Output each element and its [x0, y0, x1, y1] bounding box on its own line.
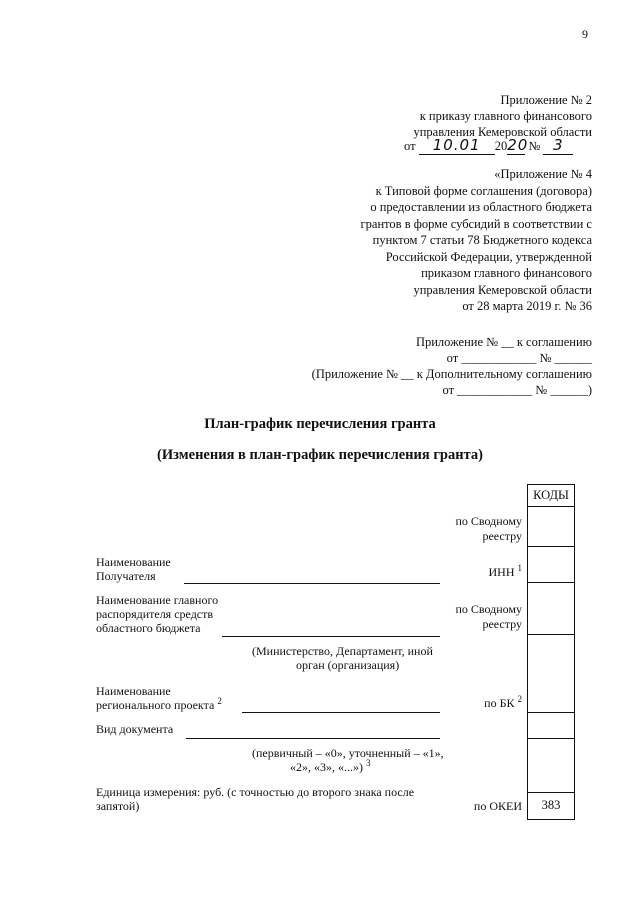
agreement-line4: от ____________ № ______) — [442, 383, 592, 397]
codes-header-cell — [528, 484, 574, 506]
appendix4-line: Российской Федерации, утвержденной — [385, 249, 592, 264]
bk-label — [484, 696, 522, 711]
appendix4-line: к Типовой форме соглашения (договора) — [375, 183, 592, 198]
code-cell-svodny-reestr-1 — [528, 506, 574, 546]
agreement-line3: (Приложение № __ к Дополнительному соглашению — [311, 367, 592, 381]
inn-label-text: ИНН — [488, 565, 515, 579]
codes-column — [527, 484, 575, 820]
project-label-a: Наименование — [96, 684, 171, 698]
appendix4-block — [361, 166, 592, 315]
appendix4-line: о предоставлении из областного бюджета — [370, 200, 592, 214]
appendix2-line1: Приложение № 2 — [500, 93, 592, 107]
appendix4-line: приказом главного финансового — [421, 266, 592, 280]
project-footnote-mark: 2 — [217, 696, 222, 706]
appendix4-line: грантов в форме субсидий в соответствии с — [360, 216, 592, 231]
appendix4-line: «Приложение № 4 — [494, 167, 592, 181]
code-cell-svodny-reestr-2 — [528, 582, 574, 634]
recipient-label-a: Наименование — [96, 555, 171, 569]
doc-type-label: Вид документа — [96, 722, 174, 736]
unit-label-b: запятой) — [96, 799, 140, 813]
recipient-input-line — [184, 583, 440, 584]
appendix4-line: управления Кемеровской области — [413, 282, 592, 297]
doc-hint-a: (первичный – «0», уточненный – «1», — [252, 746, 444, 760]
project-label-b — [96, 698, 222, 713]
code-cell-inn — [528, 546, 574, 582]
codes-header: КОДЫ — [533, 488, 569, 502]
svodny-reestr-label-2b: реестру — [482, 617, 522, 631]
chief-label-b: распорядителя средств — [96, 607, 214, 621]
handwritten-year: 20 — [507, 136, 529, 154]
inn-label — [489, 565, 523, 580]
agreement-line2: от ____________ № ______ — [446, 351, 592, 365]
page-title: План-график перечисления гранта — [204, 416, 436, 432]
doc-hint-b-text: «2», «3», «...») — [290, 760, 363, 774]
page-number: 9 — [582, 27, 588, 41]
doc-type-input-line — [186, 738, 440, 739]
code-cell-doc-type — [528, 712, 574, 738]
page-subtitle: (Изменения в план-график перечисления гранта) — [157, 447, 483, 463]
svodny-reestr-label-1a: по Сводному — [455, 514, 522, 528]
okei-label: по ОКЕИ — [473, 799, 522, 813]
unit-label-a: Единица измерения: руб. (с точностью до второго знака после — [96, 785, 415, 799]
bk-label-text: по БК — [484, 696, 515, 710]
number-prefix: № — [528, 139, 541, 153]
svodny-reestr-label-1b: реестру — [482, 529, 522, 543]
from-prefix: от — [404, 139, 416, 153]
svodny-reestr-label-2a: по Сводному — [455, 602, 522, 616]
project-label-text: регионального проекта — [96, 698, 215, 712]
ministry-hint-a: (Министерство, Департамент, иной — [252, 644, 433, 658]
handwritten-date: 10.01 — [419, 137, 495, 155]
appendix2-line3: управления Кемеровской области — [413, 125, 592, 139]
code-cell-empty — [528, 738, 574, 792]
appendix4-line: пунктом 7 статьи 78 Бюджетного кодекса — [372, 233, 592, 247]
code-cell-bk — [528, 634, 574, 712]
appendix2-line2: к приказу главного финансового — [419, 109, 592, 123]
doc-footnote-mark: 3 — [366, 758, 371, 768]
chief-input-line — [222, 636, 440, 637]
bk-footnote-mark: 2 — [517, 694, 522, 704]
handwritten-number: 3 — [543, 137, 573, 155]
ministry-hint-b: орган (организация) — [296, 658, 400, 672]
inn-footnote-mark: 1 — [517, 563, 522, 573]
okei-value: 383 — [541, 798, 561, 812]
chief-label-a: Наименование главного — [96, 593, 219, 607]
chief-label-c: областного бюджета — [96, 621, 201, 635]
doc-hint-b — [290, 760, 371, 775]
appendix2-date-line — [404, 137, 573, 155]
year-prefix: 20 — [494, 139, 508, 153]
agreement-line1: Приложение № __ к соглашению — [415, 335, 592, 349]
appendix4-line: от 28 марта 2019 г. № 36 — [462, 299, 592, 313]
recipient-label-b: Получателя — [96, 569, 156, 583]
project-input-line — [242, 712, 440, 713]
code-cell-okei — [528, 792, 574, 820]
